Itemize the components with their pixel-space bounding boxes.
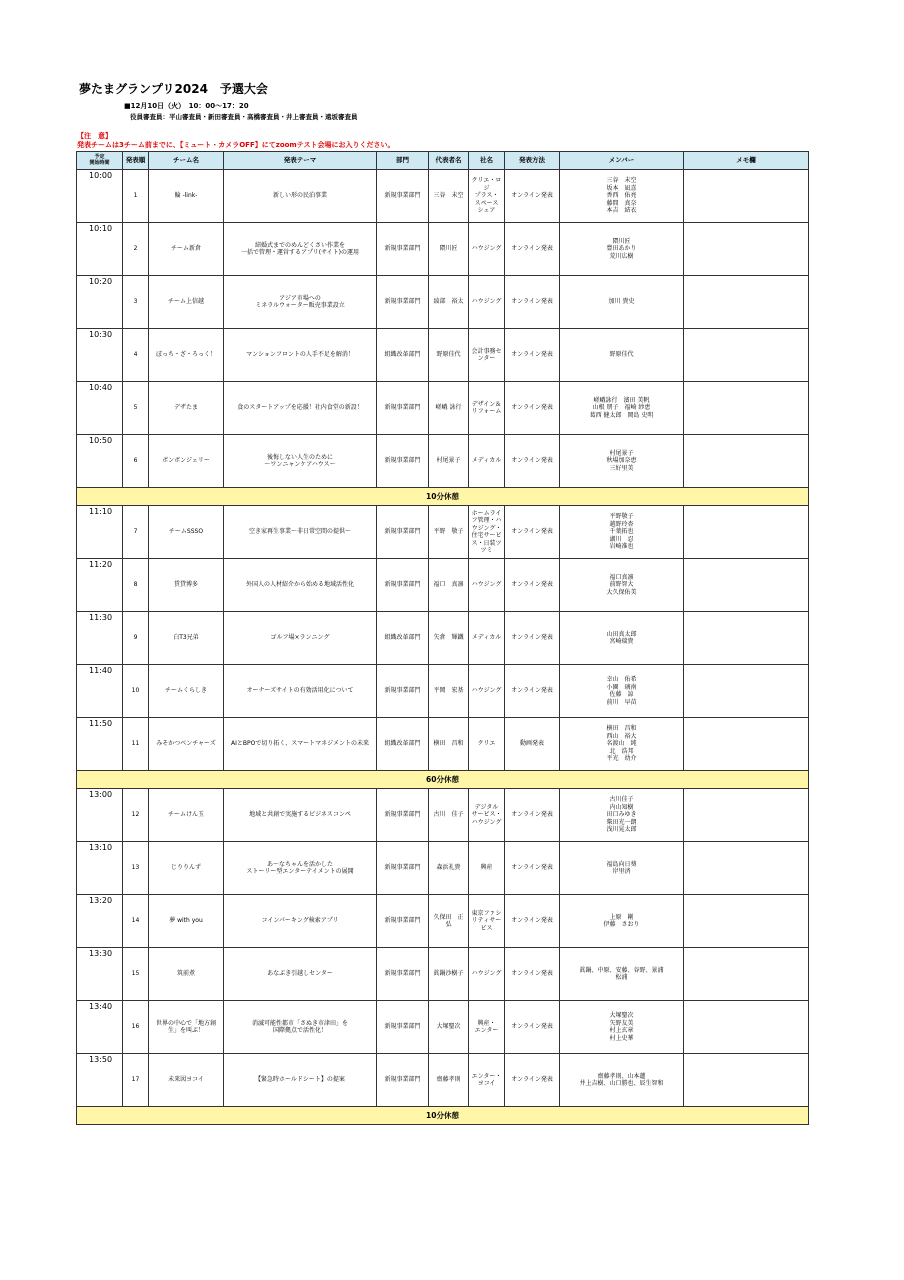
cell-dept: 新規事業部門 [377,435,429,488]
cell-theme: 新しい形の民泊事業 [224,170,377,223]
cell-rep: 村尾景子 [429,435,469,488]
cell-memo[interactable] [684,612,809,665]
cell-theme: アジア市場への ミネラルウォーター販売事業設立 [224,276,377,329]
cell-memo[interactable] [684,223,809,276]
cell-company: 会計事務セ ンター [469,329,505,382]
cell-team: 賃貸博多 [149,559,224,612]
cell-rep: 野原佳代 [429,329,469,382]
cell-memo[interactable] [684,1001,809,1054]
cell-team: 輪 -link- [149,170,224,223]
cell-memo[interactable] [684,665,809,718]
cell-company: ハウジング [469,223,505,276]
cell-memo[interactable] [684,276,809,329]
break-row [77,1107,809,1125]
cell-members: 山田真太郎 宮崎瑞貴 [560,612,684,665]
cell-team: チームSSSO [149,506,224,559]
cell-company: 興産・ エンター [469,1001,505,1054]
cell-time: 13:40 [77,1001,123,1054]
cell-method: オンライン発表 [505,170,560,223]
cell-dept: 新規事業部門 [377,382,429,435]
cell-team: 筑前煮 [149,948,224,1001]
cell-team: じりりんず [149,842,224,895]
page-title: 夢たまグランプリ2024 予選大会 [79,82,268,96]
cell-rep: 平岡 宏基 [429,665,469,718]
cell-no: 11 [123,718,149,771]
table-row [77,435,809,488]
col-header-method: 発表方法 [505,152,560,170]
cell-team: チーム上信越 [149,276,224,329]
break-label: 60分休憩 [77,771,809,789]
cell-members: 古川佳子 内山知樹 田口みゆき 柴田光一朗 浅川晃太郎 [560,789,684,842]
col-header-members: メンバー [560,152,684,170]
cell-no: 6 [123,435,149,488]
col-header-memo: メモ欄 [684,152,809,170]
cell-dept: 組織改革部門 [377,612,429,665]
cell-no: 5 [123,382,149,435]
cell-no: 1 [123,170,149,223]
cell-no: 12 [123,789,149,842]
cell-method: オンライン発表 [505,435,560,488]
cell-method: オンライン発表 [505,1054,560,1107]
cell-no: 9 [123,612,149,665]
cell-theme: 空き家再生事業～非日常空間の提供～ [224,506,377,559]
col-header-company: 社名 [469,152,505,170]
break-label: 10分休憩 [77,1107,809,1125]
cell-members: 野原佳代 [560,329,684,382]
cell-no: 7 [123,506,149,559]
cell-theme: あなぶき引越しセンター [224,948,377,1001]
cell-rep: 古川 佳子 [429,789,469,842]
judges-list: 役員審査員：平山審査員・新田審査員・高橋審査員・井上審査員・遠坂審査員 [130,113,358,121]
cell-company: デジタル サービス・ ハウジング [469,789,505,842]
table-row [77,559,809,612]
cell-time: 11:30 [77,612,123,665]
cell-time: 13:10 [77,842,123,895]
cell-team: チームけん玉 [149,789,224,842]
cell-theme: 結婚式までのめんどくさい作業を 一括で管理・運営するアプリ(サイト)の運用 [224,223,377,276]
cell-no: 13 [123,842,149,895]
cell-team: 未来図ヨコイ [149,1054,224,1107]
cell-members: 齋藤孝則、山本蓮 井上吉樹、山口勝也、辰生智和 [560,1054,684,1107]
cell-theme: オーナーズサイトの有効活用化について [224,665,377,718]
cell-dept: 組織改革部門 [377,718,429,771]
cell-company: ハウジング [469,559,505,612]
break-row [77,488,809,506]
cell-memo[interactable] [684,435,809,488]
cell-theme: マンションフロントの人手不足を解消！ [224,329,377,382]
table-row [77,329,809,382]
table-row [77,665,809,718]
cell-no: 15 [123,948,149,1001]
cell-dept: 新規事業部門 [377,842,429,895]
cell-time: 10:50 [77,435,123,488]
cell-dept: 新規事業部門 [377,665,429,718]
cell-members: 隈川匠 豊田あかり 荒川広樹 [560,223,684,276]
table-row [77,223,809,276]
cell-company: ハウジング [469,948,505,1001]
table-row [77,170,809,223]
table-row [77,895,809,948]
cell-memo[interactable] [684,506,809,559]
cell-rep: 平野 敬子 [429,506,469,559]
cell-no: 3 [123,276,149,329]
cell-company: 東京ファシ リティサー ビス [469,895,505,948]
cell-time: 11:10 [77,506,123,559]
cell-memo[interactable] [684,895,809,948]
cell-no: 8 [123,559,149,612]
cell-theme: ゴルフ場×ランニング [224,612,377,665]
cell-dept: 新規事業部門 [377,1054,429,1107]
cell-no: 2 [123,223,149,276]
cell-no: 16 [123,1001,149,1054]
cell-theme: 後悔しない人生のために ～ワンニャンケアハウス～ [224,435,377,488]
cell-company: デザイン＆ リフォーム [469,382,505,435]
cell-members: 大塚聖次 矢野友美 村上玄章 村上史華 [560,1001,684,1054]
cell-time: 10:40 [77,382,123,435]
col-header-rep: 代表者名 [429,152,469,170]
cell-theme: 食のスタートアップを応援！社内食堂の新設！ [224,382,377,435]
cell-time: 13:50 [77,1054,123,1107]
cell-time: 13:30 [77,948,123,1001]
cell-no: 17 [123,1054,149,1107]
cell-memo[interactable] [684,382,809,435]
cell-team: チームくらしき [149,665,224,718]
cell-team: ぼっち・ざ・ろっく！ [149,329,224,382]
cell-company: メディカル [469,435,505,488]
cell-dept: 新規事業部門 [377,895,429,948]
cell-no: 4 [123,329,149,382]
cell-team: 白T3兄弟 [149,612,224,665]
cell-company: ハウジング [469,276,505,329]
cell-method: オンライン発表 [505,382,560,435]
cell-theme: 地域と共創で実施するビジネスコンペ [224,789,377,842]
cell-members: 福島向日葵 岸里済 [560,842,684,895]
cell-dept: 組織改革部門 [377,329,429,382]
cell-theme: コインパーキング検索アプリ [224,895,377,948]
cell-theme: 外国人の人材紹介から始める地域活性化 [224,559,377,612]
cell-time: 11:20 [77,559,123,612]
notice-heading: 【注 意】 [77,132,112,140]
cell-company: クリエ・ロジ プラス・ スペース シェア [469,170,505,223]
cell-dept: 新規事業部門 [377,170,429,223]
col-header-theme: 発表テーマ [224,152,377,170]
cell-team: 世界の中心で「地方創 生」を叫ぶ！ [149,1001,224,1054]
cell-memo[interactable] [684,1054,809,1107]
cell-team: ボンボンジェリー [149,435,224,488]
cell-rep: 福口 真凛 [429,559,469,612]
cell-theme: 消滅可能性都市「さぬき市津田」を 国際拠点で活性化！ [224,1001,377,1054]
cell-team: みそかつベンチャーズ [149,718,224,771]
cell-memo[interactable] [684,718,809,771]
cell-time: 11:50 [77,718,123,771]
cell-rep: 森浜礼貴 [429,842,469,895]
cell-rep: 嵯峨 詠行 [429,382,469,435]
table-row [77,842,809,895]
cell-time: 13:20 [77,895,123,948]
cell-members: 幸山 佑希 小園 璃南 佐藤 諒 前川 早苗 [560,665,684,718]
break-row [77,771,809,789]
cell-no: 10 [123,665,149,718]
cell-memo[interactable] [684,329,809,382]
cell-method: オンライン発表 [505,559,560,612]
cell-team: デザたま [149,382,224,435]
cell-no: 14 [123,895,149,948]
cell-method: オンライン発表 [505,665,560,718]
cell-time: 10:00 [77,170,123,223]
cell-rep: 横田 昌和 [429,718,469,771]
cell-time: 11:40 [77,665,123,718]
cell-company: ホームライ フ管理・ハ ウジング・ 住宅サービ ス・日装ツ ツミ [469,506,505,559]
cell-company: メディカル [469,612,505,665]
cell-method: オンライン発表 [505,842,560,895]
table-row [77,1001,809,1054]
cell-memo[interactable] [684,789,809,842]
cell-time: 10:30 [77,329,123,382]
table-row [77,948,809,1001]
cell-members: 三谷 未空 坂本 凪喜 香西 佑亮 藤間 真奈 本吉 結衣 [560,170,684,223]
cell-method: オンライン発表 [505,789,560,842]
cell-team: チーム新倉 [149,223,224,276]
header-row [77,152,809,170]
cell-method: オンライン発表 [505,276,560,329]
notice-text: 発表チームは3チーム前までに、【ミュート・カメラOFF】にてzoomテスト会場にお入りください。 [77,141,395,149]
cell-company: 興産 [469,842,505,895]
cell-memo[interactable] [684,559,809,612]
col-header-dept: 部門 [377,152,429,170]
cell-dept: 新規事業部門 [377,1001,429,1054]
table-row [77,276,809,329]
cell-rep: 齋藤孝則 [429,1054,469,1107]
cell-memo[interactable] [684,170,809,223]
cell-theme: AIとBPOで切り拓く、スマートマネジメントの未来 [224,718,377,771]
col-header-team: チーム名 [149,152,224,170]
cell-members: 福口真凛 前野智大 大久保佑美 [560,559,684,612]
table-row [77,612,809,665]
cell-members: 加川 貴史 [560,276,684,329]
cell-rep: 隈川匠 [429,223,469,276]
table-row [77,506,809,559]
cell-method: オンライン発表 [505,1001,560,1054]
cell-members: 眞鍋、中原、安藤、谷野、景浦 松浦 [560,948,684,1001]
cell-rep: 眞鍋沙樹子 [429,948,469,1001]
break-label: 10分休憩 [77,488,809,506]
col-header-time: 予定 開始時間 [77,152,123,170]
cell-theme: あ～なちゃんを活かした ストーリー型エンターテイメントの展開 [224,842,377,895]
cell-dept: 新規事業部門 [377,789,429,842]
cell-rep: 矢倉 輝鐵 [429,612,469,665]
cell-memo[interactable] [684,948,809,1001]
cell-dept: 新規事業部門 [377,223,429,276]
col-header-no: 発表順 [123,152,149,170]
cell-rep: 三谷 未空 [429,170,469,223]
event-date: ■12月10日（火） 10：00～17：20 [124,102,249,110]
cell-rep: 大塚聖次 [429,1001,469,1054]
cell-members: 村尾景子 秋場加奈恵 三好里美 [560,435,684,488]
cell-company: クリエ [469,718,505,771]
cell-time: 10:10 [77,223,123,276]
table-row [77,382,809,435]
cell-company: エンター・ ヨコイ [469,1054,505,1107]
table-row [77,1054,809,1107]
cell-time: 13:00 [77,789,123,842]
cell-dept: 新規事業部門 [377,948,429,1001]
cell-team: 夢 with you [149,895,224,948]
cell-method: オンライン発表 [505,223,560,276]
cell-members: 横田 昌和 西山 裕大 名渡山 純 北 浩邦 平光 幼介 [560,718,684,771]
cell-dept: 新規事業部門 [377,506,429,559]
cell-method: オンライン発表 [505,506,560,559]
table-row [77,718,809,771]
cell-rep: 久保田 正 弘 [429,895,469,948]
table-row [77,789,809,842]
cell-members: 嵯峨詠行 濱田 美帆 山根 朋子 福崎 紗恵 葛西 健太郎 岡島 史明 [560,382,684,435]
cell-theme: 【緊急時ホールドシート】の提案 [224,1054,377,1107]
cell-method: オンライン発表 [505,895,560,948]
cell-company: ハウジング [469,665,505,718]
cell-method: オンライン発表 [505,612,560,665]
cell-members: 上原 剛 伊藤 さおり [560,895,684,948]
cell-dept: 新規事業部門 [377,559,429,612]
cell-rep: 綾部 裕太 [429,276,469,329]
cell-method: 動画発表 [505,718,560,771]
cell-members: 平野敬子 越野玲杏 千葉拓也 湖川 忍 岩崎准也 [560,506,684,559]
schedule-table [76,151,809,1125]
cell-time: 10:20 [77,276,123,329]
cell-dept: 新規事業部門 [377,276,429,329]
cell-method: オンライン発表 [505,329,560,382]
cell-method: オンライン発表 [505,948,560,1001]
cell-memo[interactable] [684,842,809,895]
